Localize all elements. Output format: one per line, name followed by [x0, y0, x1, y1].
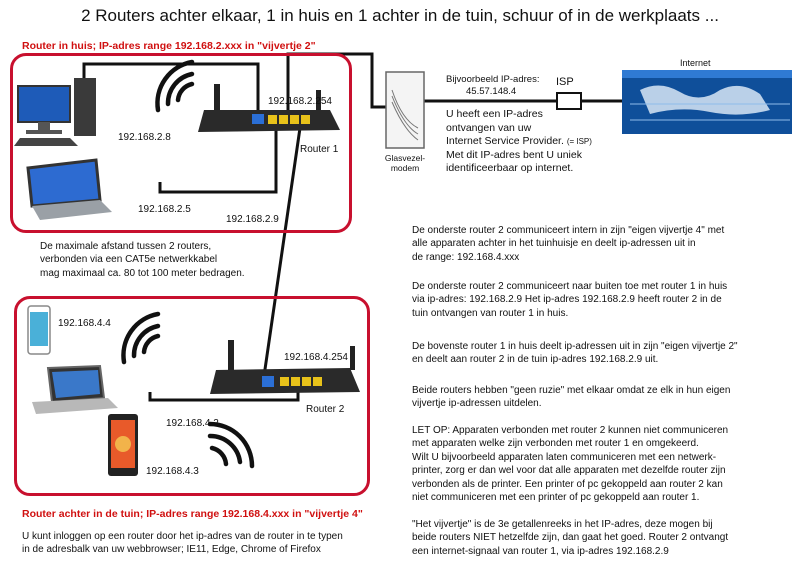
modem-label: Glasvezel- modem — [384, 153, 426, 173]
explanation-3: De bovenste router 1 in huis deelt ip-adressen uit in zijn "eigen vijvertje 2" en deelt aan router 2 in de tuin ip-adres 192.168.2.9 uit. — [412, 341, 738, 366]
laptop-bottom-ip: 192.168.4.2 — [166, 418, 219, 429]
uplink-ip: 192.168.2.9 — [226, 214, 279, 225]
internet-label: Internet — [680, 58, 711, 68]
cable-note: De maximale afstand tussen 2 routers, verbonden via een CAT5e netwerkkabel mag maximaal ca. 80 tot 100 meter bedragen. — [40, 241, 245, 279]
pc-ip: 192.168.2.8 — [118, 132, 171, 143]
page-title: 2 Routers achter elkaar, 1 in huis en 1 achter in de tuin, schuur of in de werkplaats ... — [81, 6, 719, 25]
explanation-vijvertje: "Het vijvertje" is de 3e getallenreeks in het IP-adres, deze mogen bij beide routers NIET hetzelfde zijn, dan gaat het goed. Router 2 ontvangt een internet-signaal van router 1, via ip-adres 192.168.2.9 — [412, 519, 729, 557]
phone1-ip: 192.168.4.4 — [58, 318, 111, 329]
router-2-ip: 192.168.4.254 — [284, 352, 348, 363]
example-ip-value: 45.57.148.4 — [466, 86, 517, 97]
zone-top-label: Router in huis; IP-adres range 192.168.2.xxx in "vijvertje 2" — [22, 40, 316, 52]
router-1-ip: 192.168.2.254 — [268, 96, 332, 107]
login-note: U kunt inloggen op een router door het ip-adres van de router in te typen in de adresbalk van uw webbrowser; IE11, Edge, Chrome of Firefox — [22, 531, 343, 556]
example-ip-label: Bijvoorbeeld IP-adres: — [446, 74, 540, 85]
phone2-ip: 192.168.4.3 — [146, 466, 199, 477]
modem-icon — [386, 72, 424, 148]
explanation-4: Beide routers hebben "geen ruzie" met elkaar omdat ze elk in hun eigen vijvertje ip-adressen uitdelen. — [412, 385, 731, 410]
explanation-2: De onderste router 2 communiceert naar buiten toe met router 1 in huis via ip-adres: 192.168.2.9 Het ip-adres 192.168.2.9 heeft router 2 in de tuin ontvangen van router 1 in huis. — [412, 281, 728, 319]
router-1-label: Router 1 — [300, 144, 339, 155]
zone-bottom-label: Router achter in de tuin; IP-adres range 192.168.4.xxx in "vijvertje 4" — [22, 508, 363, 520]
router-2-label: Router 2 — [306, 404, 345, 415]
isp-note: U heeft een IP-adres ontvangen van uw Internet Service Provider. (= ISP) Met dit IP-adres bent U uniek identificeerbaar op internet. — [446, 108, 592, 174]
internet-image — [622, 70, 792, 134]
explanation-warning: LET OP: Apparaten verbonden met router 2 kunnen niet communiceren met apparaten welke zijn verbonden met router 1 en omgekeerd. Wilt U bijvoorbeeld apparaten laten communiceren met een netwerk- printer, zorg er dan wel voor dat alle apparaten met dezelfde router zijn verbonden als de printer. Een printer of pc gekoppeld aan router 2 kan niet communiceren met een printer of pc gekoppeld aan router 1. — [412, 425, 729, 504]
explanation-1: De onderste router 2 communiceert intern in zijn "eigen vijvertje 4" met alle apparaten achter in het tuinhuisje en deelt ip-adressen uit in de range: 192.168.4.xxx — [412, 225, 725, 263]
isp-label: ISP — [556, 76, 574, 88]
laptop-top-ip: 192.168.2.5 — [138, 204, 191, 215]
